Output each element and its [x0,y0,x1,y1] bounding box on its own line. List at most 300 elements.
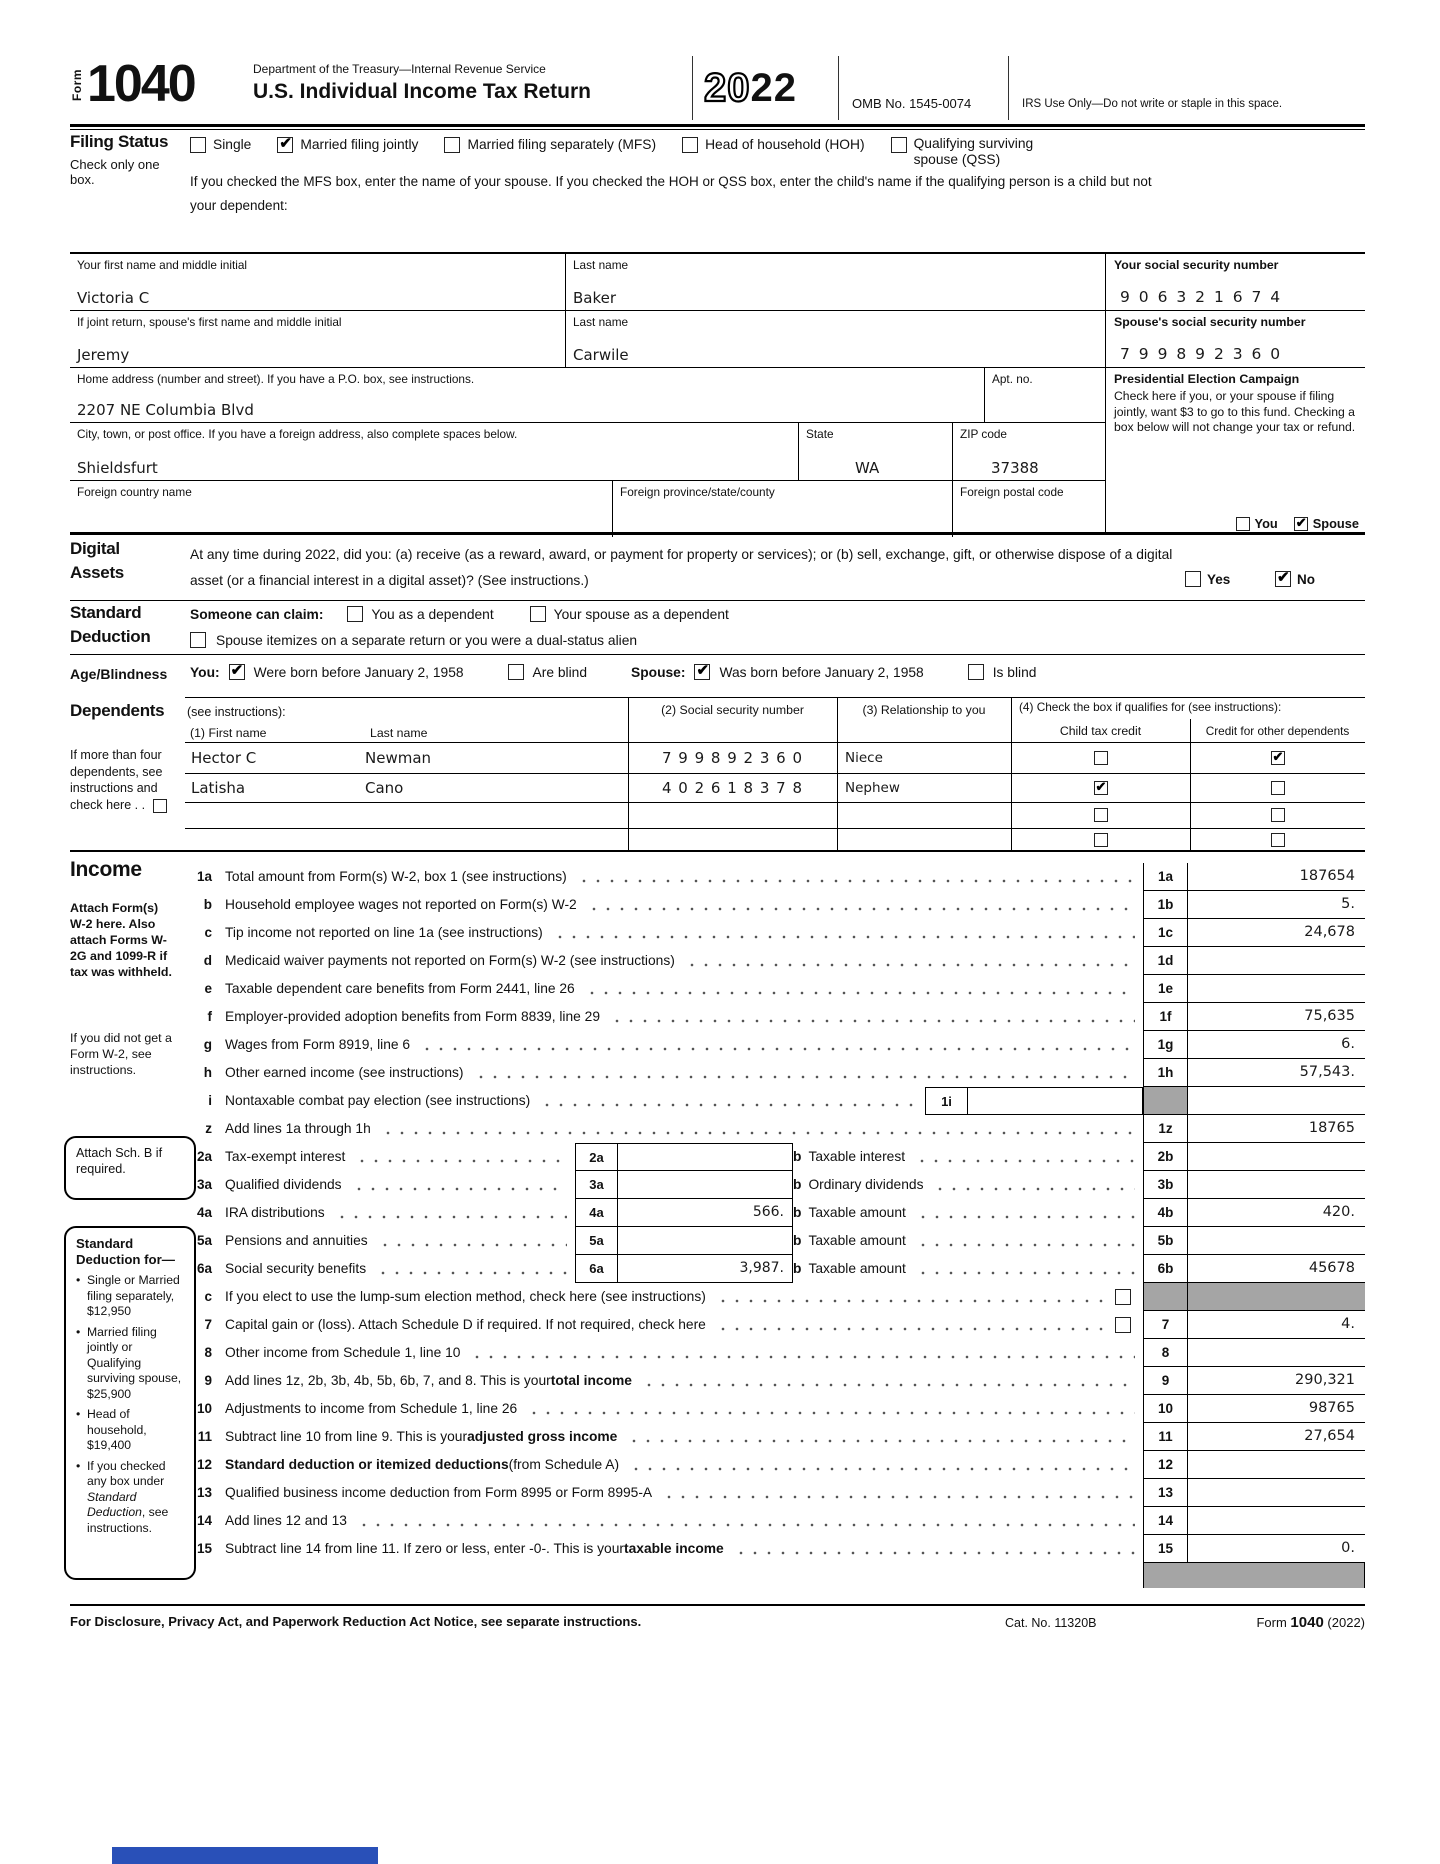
filing-status-option-label: Head of household (HOH) [705,137,865,152]
income-line-amount[interactable]: 4. [1188,1311,1365,1339]
income-line-text: Nontaxable combat pay election (see instructions) [225,1093,531,1108]
income-line [185,1451,1365,1479]
spouse-born-before-label: Was born before January 2, 1958 [719,664,924,680]
filing-status-section [70,132,1365,252]
someone-can-claim-label: Someone can claim: [190,606,324,622]
you-as-dependent-checkbox[interactable] [347,606,363,622]
income-line-box-number: 1b [1143,891,1188,919]
filing-status-checkbox[interactable] [682,137,698,153]
income-line-b-part [793,1171,1143,1199]
income-line-amount[interactable]: 45678 [1188,1255,1365,1283]
income-line-text: Add lines 1z, 2b, 3b, 4b, 5b, 6b, 7, and 8. This is your [225,1373,551,1388]
income-line-description [225,1059,1143,1087]
more-than-four-checkbox[interactable] [153,799,167,813]
filing-status-option-label: Married filing separately (MFS) [467,137,657,152]
spouse-last-name-label: Last name [573,315,629,329]
income-line-amount[interactable] [1188,1227,1365,1255]
spouse-first-name-value[interactable]: Jeremy [77,346,130,364]
dependent-ctc-checkbox[interactable] [1094,751,1108,765]
standard-deduction-bullet: • Married filing jointly or Qualifying surviving spouse, $25,900 [76,1325,188,1403]
income-line-number: z [205,1121,212,1136]
last-name-value[interactable]: Baker [573,289,617,307]
income-line [185,1283,1365,1311]
income-line-description [225,1311,1143,1339]
income-line [185,1087,1365,1115]
dot-leader [379,1115,1135,1143]
digital-assets-yes-checkbox[interactable] [1185,571,1201,587]
dot-leader [714,1283,1103,1311]
city-row [70,423,1105,481]
income-line-text: If you elect to use the lump-sum election method, check here (see instructions) [225,1289,706,1304]
income-line-b-part [793,1199,1143,1227]
income-line-text: Taxable dependent care benefits from Form 2441, line 26 [225,981,575,996]
spouse-as-dependent-checkbox[interactable] [530,606,546,622]
bullet4-post: , see instructions. [87,1505,169,1535]
spouse-itemizes-checkbox[interactable] [190,632,206,648]
foreign-country-cell[interactable] [70,481,612,537]
income-line-text: IRA distributions [225,1205,325,1220]
income-line-number: 2a [196,1149,212,1164]
income-inner-box-value[interactable] [618,1171,792,1198]
dot-leader [732,1535,1135,1563]
foreign-postal-cell[interactable] [952,481,1105,537]
dependents-margin-note [70,747,182,813]
income-line-description [225,1395,1143,1423]
income-line-description [225,1367,1143,1395]
income-inner-box-value[interactable]: 566. [752,1204,784,1220]
dependent-row [185,802,1365,828]
income-line [185,1003,1365,1031]
dependent-ctc-cell [1011,781,1190,795]
spouse-last-name-value[interactable]: Carwile [573,346,629,364]
home-address-value[interactable]: 2207 NE Columbia Blvd [77,401,254,419]
zip-cell[interactable] [952,423,1105,480]
dot-leader [525,1395,1135,1423]
income-line-amount[interactable] [1188,1507,1365,1535]
first-name-label: Your first name and middle initial [77,258,248,272]
filing-status-option[interactable] [891,137,1072,168]
income-inner-box [575,1255,793,1283]
home-address-label: Home address (number and street). If you have a P.O. box, see instructions. [77,372,475,386]
income-line-box-number [1143,1087,1188,1115]
spouse-born-before-checkbox[interactable] [694,664,710,680]
filing-status-label: Filing Status [70,132,169,151]
income-line-text: Household employee wages not reported on Form(s) W-2 [225,897,577,912]
income-line-description [225,891,1143,919]
income-line-box-number: 11 [1143,1423,1188,1451]
dependent-relationship[interactable]: Nephew [845,779,900,796]
spouse-ssn-label: Spouse's social security number [1114,315,1306,329]
form-number: 1040 [87,55,195,113]
income-line-box-number: 1e [1143,975,1188,1003]
income-line-description [225,1255,1143,1283]
your-ssn-cell[interactable] [1106,254,1365,311]
income-line-box-number: 9 [1143,1367,1188,1395]
dependent-ssn[interactable]: 4 0 2 6 1 8 3 7 8 [661,778,804,797]
dependent-first-name[interactable]: Latisha [191,778,246,797]
dependent-odc-cell [1190,808,1365,822]
income-line-amount[interactable] [1188,1087,1365,1115]
income-line-number: 15 [196,1541,212,1556]
income-line-number: c [204,1289,212,1304]
income-line-box-number: 14 [1143,1507,1188,1535]
income-line-description [225,947,1143,975]
income-line-amount[interactable] [1188,1171,1365,1199]
income-line-amount[interactable]: 75,635 [1188,1003,1365,1031]
income-line-text: Add lines 12 and 13 [225,1513,347,1528]
income-line-amount[interactable]: 5. [1188,891,1365,919]
city-value[interactable]: Shieldsfurt [77,459,158,477]
dot-leader [913,1143,1135,1171]
presidential-campaign-text: Check here if you, or your spouse if filing jointly, want $3 to go to this fund. Checking a box below will not change your tax or refund. [1114,389,1356,434]
income-line-box-number [1143,1283,1188,1311]
income-inner-box-value[interactable] [968,1088,1142,1114]
dot-leader [353,1143,567,1171]
income-line [185,891,1365,919]
dependent-odc-checkbox[interactable] [1271,833,1285,847]
spouse-as-dependent[interactable] [530,606,729,622]
filing-status-checkbox[interactable] [444,137,460,153]
dot-leader [640,1367,1135,1395]
dependent-ssn[interactable]: 7 9 9 8 9 2 3 6 0 [661,748,804,767]
dependent-ctc-checkbox[interactable] [1094,833,1108,847]
standard-deduction-bullets [76,1273,188,1454]
income-line [185,1115,1365,1143]
income-line-text: Capital gain or (loss). Attach Schedule D if required. If not required, check here [225,1317,706,1332]
income-inner-box [575,1199,793,1227]
income-line [185,1143,1365,1171]
income-line-amount[interactable]: 57,543. [1188,1059,1365,1087]
filing-status-checkbox[interactable] [190,137,206,153]
income-line-box-number: 3b [1143,1171,1188,1199]
income-line-number: 14 [196,1513,212,1528]
income-line-b-number: b [793,1261,802,1276]
digital-assets-no[interactable] [1275,571,1315,587]
income-line-b-part [793,1255,1143,1283]
dependents-section [70,697,1365,852]
filing-status-checkbox[interactable] [891,137,907,153]
dependent-ctc-checkbox[interactable] [1094,781,1108,795]
income-line-box-number: 7 [1143,1311,1188,1339]
irs-use-only: IRS Use Only—Do not write or staple in this space. [1022,98,1283,110]
divider [1008,56,1009,120]
income-line-text: Tip income not reported on line 1a (see instructions) [225,925,543,940]
dot-leader [333,1199,567,1227]
income-line-box-number: 8 [1143,1339,1188,1367]
income-line-amount[interactable] [1188,975,1365,1003]
income-line-amount[interactable]: 420. [1188,1199,1365,1227]
filing-status-checkbox[interactable] [277,137,293,153]
dependents-col-relationship: (3) Relationship to you [862,703,986,717]
disclosure-notice: For Disclosure, Privacy Act, and Paperwork Reduction Act Notice, see separate instructions. [70,1614,642,1629]
foreign-province-label: Foreign province/state/county [620,485,775,499]
income-line-text-bold: Standard deduction or itemized deductions [225,1457,509,1472]
income-line-description [225,1003,1143,1031]
state-value[interactable]: WA [855,459,880,477]
income-inner-box [925,1087,1143,1115]
first-name-cell[interactable] [70,254,565,310]
presidential-you-checkbox[interactable] [1236,517,1250,531]
dependent-first-name[interactable]: Hector C [191,748,257,767]
income-line-description [225,1535,1143,1563]
dependent-odc-checkbox[interactable] [1271,781,1285,795]
income-inner-box-value[interactable] [618,1227,792,1254]
income-line-number: e [204,981,212,996]
income-line-number: 11 [197,1429,212,1444]
income-line-b-part [793,1227,1143,1255]
income-line [185,1367,1365,1395]
income-line-b-label: Taxable interest [808,1149,906,1164]
income-line-text: Employer-provided adoption benefits from Form 8839, line 29 [225,1009,601,1024]
standard-deduction-bullet: • Single or Married filing separately, $12,950 [76,1273,188,1320]
apt-cell[interactable] [984,368,1105,422]
home-address-cell[interactable] [70,368,984,422]
income-inner-box-number: 4a [576,1199,618,1226]
income-line-box-number: 4b [1143,1199,1188,1227]
spouse-itemizes-row[interactable] [190,632,637,648]
income-line-number: 8 [204,1345,212,1360]
filing-status-option[interactable] [190,137,251,153]
dot-leader [914,1227,1135,1255]
dependent-last-name[interactable]: Cano [365,778,404,797]
filing-status-option-label: Married filing jointly [300,137,419,152]
income-line-amount[interactable] [1188,1479,1365,1507]
dot-leader [914,1199,1135,1227]
income-line [185,1199,1365,1227]
income-line-description [225,1115,1143,1143]
income-line [185,863,1365,891]
dependent-ctc-checkbox[interactable] [1094,808,1108,822]
filing-status-option[interactable] [682,137,865,153]
divider [70,124,1365,127]
dot-leader [575,863,1135,891]
income-line-box-number: 12 [1143,1451,1188,1479]
name-row [70,254,1105,311]
income-line-box-number: 1c [1143,919,1188,947]
income-line-amount[interactable]: 24,678 [1188,919,1365,947]
dependent-ctc-cell [1011,751,1190,765]
spouse-as-dependent-label: Your spouse as a dependent [553,606,729,622]
income-inner-box [575,1227,793,1255]
income-line-number: d [203,953,212,968]
income-line [185,1423,1365,1451]
dependent-ctc-cell [1011,808,1190,822]
income-line-box-number: 5b [1143,1227,1188,1255]
dependents-label: Dependents [70,701,165,720]
presidential-you[interactable] [1236,516,1278,531]
city-cell[interactable] [70,423,798,480]
page-title: U.S. Individual Income Tax Return [253,80,591,103]
income-line-number: c [204,925,212,940]
filing-status-option[interactable] [277,137,418,153]
spouse-blind-checkbox[interactable] [968,664,984,680]
income-line-checkbox[interactable] [1115,1317,1131,1333]
income-line-amount[interactable]: 290,321 [1188,1367,1365,1395]
income-line-text: Total amount from Form(s) W-2, box 1 (see instructions) [225,869,567,884]
income-line-box-number: 1z [1143,1115,1188,1143]
income-inner-box-number: 3a [576,1171,618,1198]
income-line-description [225,1087,1143,1115]
foreign-province-cell[interactable] [612,481,952,537]
income-line-text-bold: taxable income [624,1541,724,1556]
income-line [185,1479,1365,1507]
income-line [185,1507,1365,1535]
income-line-b-label: Taxable amount [808,1261,906,1276]
dependent-ctc-cell [1011,833,1190,847]
dependents-see-instructions: (see instructions): [187,705,286,719]
spouse-name-row [70,311,1105,368]
income-line-number: 10 [196,1401,212,1416]
income-line-amount[interactable]: 0. [1188,1535,1365,1563]
presidential-spouse[interactable] [1294,516,1359,531]
spouse-itemizes-label: Spouse itemizes on a separate return or you were a dual-status alien [216,632,638,648]
income-inner-box-value[interactable] [618,1144,792,1170]
income-line-description [225,1143,1143,1171]
income-line-box-number: 1f [1143,1003,1188,1031]
standard-deduction-bullet4 [76,1459,188,1537]
income-line-amount[interactable]: 27,654 [1188,1423,1365,1451]
income-line-description [225,1507,1143,1535]
digital-assets-no-label: No [1297,571,1315,587]
income-line-number: 1a [196,869,212,884]
income-line-text: Medicaid waiver payments not reported on Form(s) W-2 (see instructions) [225,953,675,968]
income-inner-box [575,1143,793,1171]
income-line [185,947,1365,975]
dot-leader [374,1255,567,1283]
digital-assets-section [70,535,1365,601]
age-you-label: You: [190,664,220,680]
zip-value[interactable]: 37388 [991,459,1039,477]
bullet4-pre: If you checked any box under [87,1458,166,1488]
income-line-text: Qualified dividends [225,1177,342,1192]
spouse-first-name-label: If joint return, spouse's first name and middle initial [77,315,342,329]
standard-deduction-section [70,601,1365,655]
income-line-text: Pensions and annuities [225,1233,368,1248]
scan-artifact-bar [112,1847,378,1864]
last-name-label: Last name [573,258,629,272]
income-line-amount[interactable]: 187654 [1188,863,1365,891]
income-line-number: 3a [196,1177,212,1192]
income-inner-box [575,1171,793,1199]
dependent-odc-checkbox[interactable] [1271,751,1285,765]
filing-status-options [190,137,1365,168]
state-cell[interactable] [798,423,952,480]
income-line-description [225,919,1143,947]
you-as-dependent-label: You as a dependent [371,606,494,622]
filing-status-sublabel: Check only one box. [70,157,160,187]
footer-form-number: 1040 [1290,1614,1324,1631]
dependent-relationship[interactable]: Niece [845,749,883,766]
omb-number: OMB No. 1545-0074 [852,96,972,111]
income-line-amount[interactable]: 18765 [1188,1115,1365,1143]
divider [185,697,1365,698]
income-line [185,1535,1365,1563]
dependent-last-name[interactable]: Newman [365,748,432,767]
presidential-campaign-box [1106,368,1365,537]
dependent-odc-checkbox[interactable] [1271,808,1285,822]
filing-status-option[interactable] [444,137,656,153]
apt-label: Apt. no. [992,372,1033,386]
income-line-checkbox[interactable] [1115,1289,1131,1305]
spouse-ssn-value[interactable]: 7 9 9 8 9 2 3 6 0 [1120,345,1283,363]
income-line-b-label: Ordinary dividends [808,1177,924,1192]
divider [70,129,1365,130]
income-line-b-number: b [793,1177,802,1192]
income-line-amount[interactable] [1188,947,1365,975]
income-line-number: 13 [196,1485,212,1500]
digital-assets-yes[interactable] [1185,571,1230,587]
income-line-amount[interactable] [1188,1143,1365,1171]
income-line-box-number: 1g [1143,1031,1188,1059]
presidential-spouse-checkbox[interactable] [1294,517,1308,531]
income-line-amount[interactable] [1188,1339,1365,1367]
filing-status-option-label: Single [213,137,252,152]
income-line [185,1311,1365,1339]
income-line-box-number: 15 [1143,1535,1188,1563]
someone-can-claim-row [190,606,755,622]
spouse-first-name-cell[interactable] [70,311,565,367]
income-line-amount[interactable] [1188,1283,1365,1311]
income-inner-box-number: 6a [576,1255,618,1282]
income-line-amount[interactable] [1188,1451,1365,1479]
income-line-text: Tax-exempt interest [225,1149,346,1164]
income-line [185,1395,1365,1423]
income-line [185,1339,1365,1367]
income-line-amount[interactable]: 98765 [1188,1395,1365,1423]
income-inner-box-number: 1i [926,1088,968,1114]
you-born-before-checkbox[interactable] [229,664,245,680]
form-word-label: Form [70,69,84,101]
dot-leader [914,1255,1135,1283]
spouse-last-name-cell[interactable] [565,311,1105,367]
income-line-text: Adjustments to income from Schedule 1, line 26 [225,1401,518,1416]
income-line-amount[interactable]: 6. [1188,1031,1365,1059]
dot-leader [376,1227,567,1255]
you-as-dependent[interactable] [347,606,493,622]
income-section [70,852,1365,1588]
income-line [185,1059,1365,1087]
income-line [185,975,1365,1003]
income-line-number: 12 [196,1457,212,1472]
standard-deduction-bullet: • Head of household, $19,400 [76,1407,188,1454]
dependent-row [185,828,1365,852]
age-blindness-label: Age/Blindness [70,666,168,682]
city-label: City, town, or post office. If you have a foreign address, also complete spaces below. [77,427,518,441]
income-line-number: 7 [204,1317,212,1332]
dot-leader [627,1451,1135,1479]
divider [692,56,693,120]
footer-form-id [1165,1614,1365,1631]
home-address-row [70,368,1105,423]
last-name-cell[interactable] [565,254,1105,310]
income-line-text: Wages from Form 8919, line 6 [225,1037,411,1052]
first-name-value[interactable]: Victoria C [77,289,150,307]
income-line-text: Other income from Schedule 1, line 10 [225,1345,461,1360]
digital-assets-question: At any time during 2022, did you: (a) receive (as a reward, award, or payment for property or services); or (b) sell, exchange, gift, or otherwise dispose of a digital asset (or a financial interest in a digital asset)? (See instructions.) [190,547,1173,588]
income-line-text: Add lines 1a through 1h [225,1121,371,1136]
income-line-b-number: b [793,1205,802,1220]
dependents-col-ssn: (2) Social security number [661,703,804,717]
dot-leader [931,1171,1135,1199]
you-blind-checkbox[interactable] [508,664,524,680]
digital-assets-no-checkbox[interactable] [1275,571,1291,587]
your-ssn-value[interactable]: 9 0 6 3 2 1 6 7 4 [1120,288,1283,306]
digital-assets-yes-label: Yes [1207,571,1231,587]
dot-leader [551,919,1135,947]
spouse-ssn-cell[interactable] [1106,311,1365,368]
income-line-description [225,1451,1143,1479]
income-inner-box-value[interactable]: 3,987. [739,1260,784,1276]
